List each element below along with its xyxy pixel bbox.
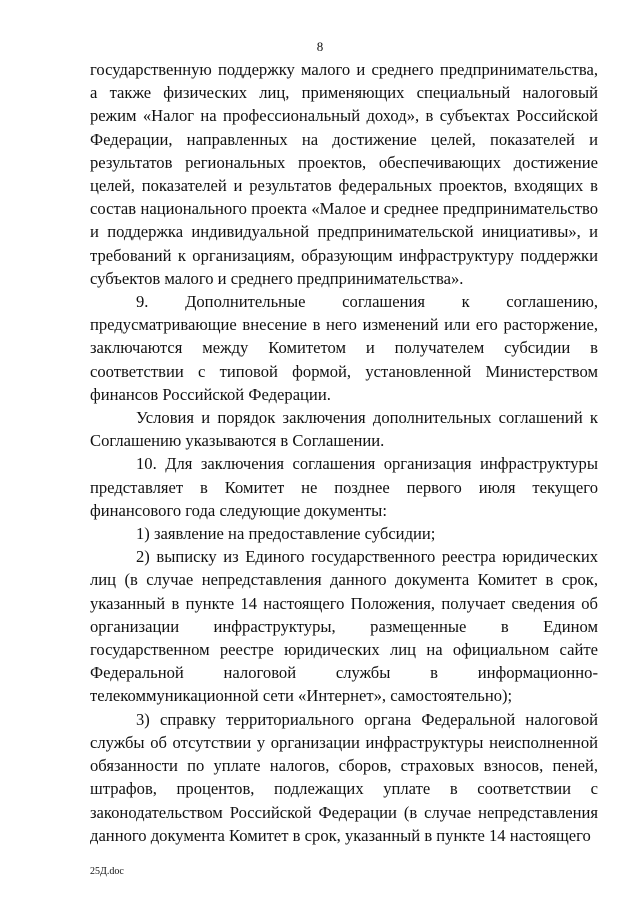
page-number: 8 [316,39,324,54]
paragraph-item-9: 9. Дополнительные соглашения к соглашению, предусматривающие внесение в него изменений или его расторжение, заключаются между Комитетом и получателем субсидии в соответствии с типовой формой, установленной Министерством финансов Российской Федерации. [90,292,598,404]
paragraph-conditions: Условия и порядок заключения дополнительных соглашений к Соглашению указываются в Соглашении. [90,408,598,451]
paragraph-item-10: 10. Для заключения соглашения организация инфраструктуры представляет в Комитет не позднее первого июля текущего финансового года следующие документы: [90,454,598,520]
list-item-2: 2) выписку из Единого государственного реестра юридических лиц (в случае непредставления данного документа Комитет в срок, указанный в пункте 14 настоящего Положения, получает сведения об организации инфраструктуры, размещенные в Едином государственном реестре юридических лиц на официальном сайте Федеральной налоговой службы в информационно-телекоммуникационной сети «Интернет», самостоятельно); [90,547,598,706]
list-item-3: 3) справку территориального органа Федеральной налоговой службы об отсутствии у организации инфраструктуры неисполненной обязанности по уплате налогов, сборов, страховых взносов, пеней, штрафов, процентов, подлежащих уплате в соответствии с законодательством Российской Федерации (в случае непредставления данного документа Комитет в срок, указанный в пункте 14 настоящего [90,709,598,845]
file-name-footer: 25Д.doc [90,866,124,877]
document-body [90,58,598,847]
paragraph-continuation: государственную поддержку малого и среднего предпринимательства, а также физических лиц, применяющих специальный налоговый режим «Налог на профессиональный доход», в субъектах Российской Федерации, направленных на достижение целей, показателей и результатов региональных проектов, обеспечивающих достижение целей, показателей и результатов федеральных проектов, входящих в состав национального проекта «Малое и среднее предпринимательство и поддержка индивидуальной предпринимательской инициативы», и требований к организациям, образующим инфраструктуру поддержки субъектов малого и среднего предпринимательства». [90,60,598,288]
list-item-1: 1) заявление на предоставление субсидии; [136,524,436,544]
